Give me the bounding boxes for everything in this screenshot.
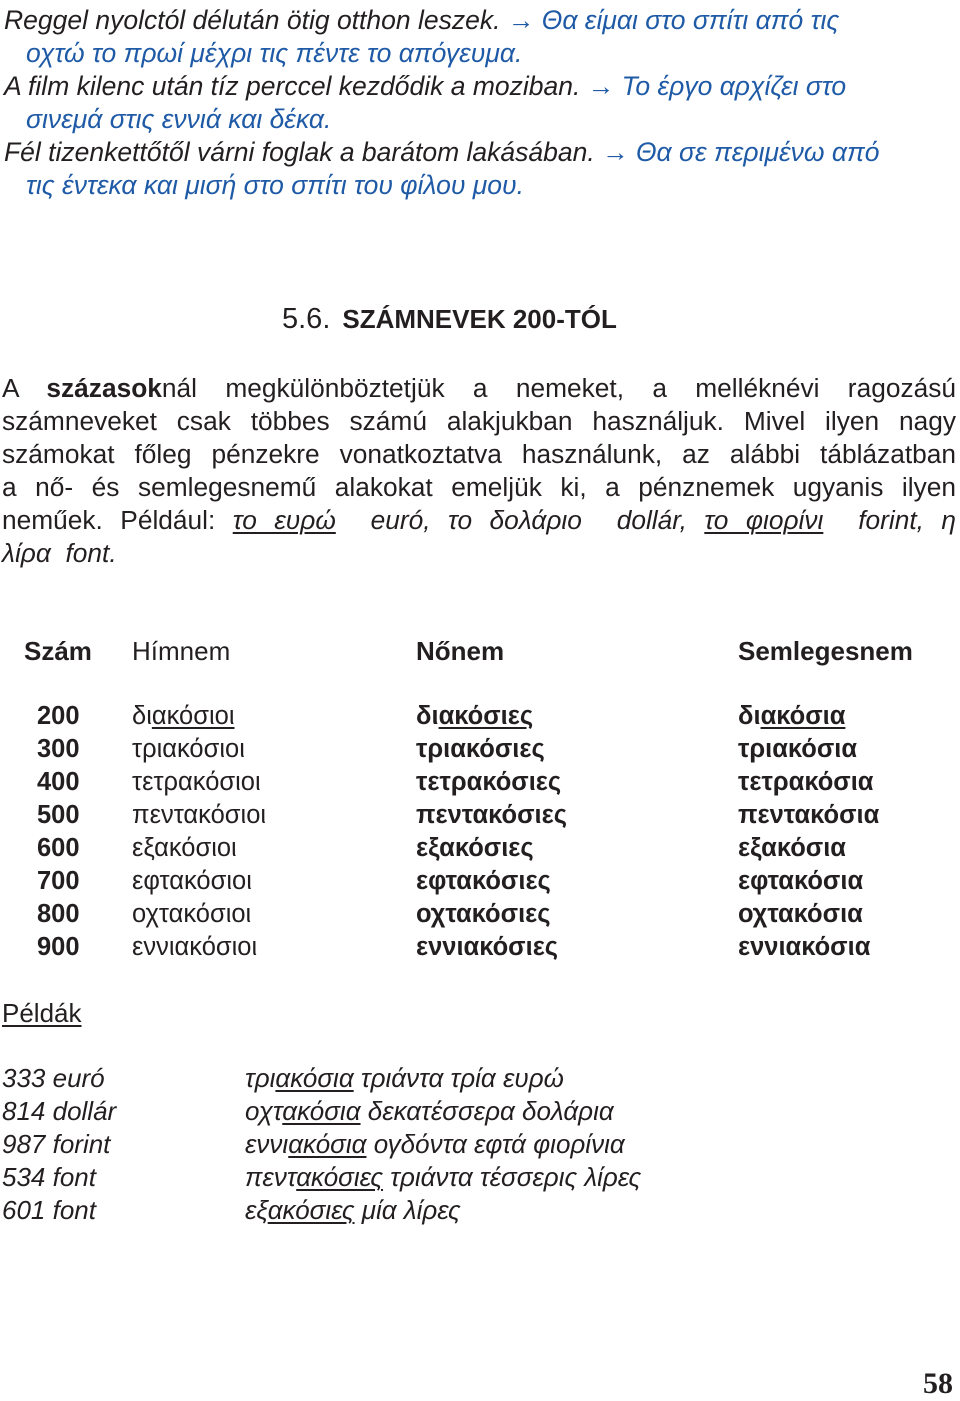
masculine-cell: εξακόσιοι (132, 834, 237, 862)
section-heading (282, 303, 617, 336)
table-row (0, 700, 960, 733)
number-cell: 300 (37, 735, 80, 763)
greek-word: το φιορίνι (704, 505, 824, 535)
stem: δι (132, 702, 152, 730)
greek-word: η (941, 505, 956, 535)
header-himnem: Hímnem (132, 636, 231, 666)
translation: euró, (370, 505, 431, 535)
arrow-icon: → (507, 5, 535, 35)
rest: τριάντα τέσσερις λίρες (383, 1162, 642, 1192)
stem: τρι (245, 1063, 276, 1093)
example-hungarian: 987 forint (2, 1129, 111, 1159)
table-row (0, 898, 960, 931)
greek-text-continued: σινεμά στις εννιά και δέκα. (26, 104, 332, 134)
ending: ακόσια (288, 1129, 367, 1159)
table-row (0, 799, 960, 832)
table-row (0, 733, 960, 766)
masculine-cell: οχτακόσιοι (132, 900, 252, 928)
translation: font. (65, 538, 117, 568)
masculine-cell: τριακόσιοι (132, 735, 245, 763)
intro-sentence-2 (4, 70, 954, 136)
masculine-cell (132, 700, 235, 733)
neuter-cell: εννιακόσια (738, 933, 871, 961)
rest: ογδόντα εφτά φιορίνια (366, 1129, 625, 1159)
stem: εξ (245, 1195, 268, 1225)
stem: εννι (245, 1129, 289, 1159)
greek-text: Θα σε περιμένω από (635, 137, 880, 167)
example-hungarian: 814 dollár (2, 1096, 117, 1126)
example-hungarian: 601 font (2, 1195, 96, 1225)
header-semlegesnem: Semlegesnem (738, 636, 913, 666)
stem: οχτ (245, 1096, 283, 1126)
number-cell: 400 (37, 768, 80, 796)
stem: δι (416, 702, 439, 730)
example-hungarian: 534 font (2, 1162, 96, 1192)
masculine-cell: εφτακόσιοι (132, 867, 252, 895)
rest: μία λίρες (354, 1195, 461, 1225)
para-text: nál megkülönböztetjük a nemeket, a melléknévi ragozású (161, 373, 956, 403)
number-cell: 700 (37, 867, 80, 895)
rest: τριάντα τρία ευρώ (353, 1063, 564, 1093)
number-cell: 500 (37, 801, 80, 829)
ending: ακόσιοι (151, 702, 235, 730)
para-line: számneveket csak többes számú alakjukban használjuk. Mivel ilyen nagy (2, 406, 956, 436)
arrow-icon: → (587, 71, 615, 101)
neuter-cell: τετρακόσια (738, 768, 874, 796)
greek-text-continued: οχτώ το πρωί μέχρι τις πέντε το απόγευμα. (26, 38, 523, 68)
ending: ακόσια (760, 702, 846, 730)
feminine-cell: εξακόσιες (416, 834, 534, 862)
neuter-cell: τριακόσια (738, 735, 858, 763)
table-row (0, 931, 960, 964)
example-greek (245, 1161, 641, 1194)
masculine-cell: πεντακόσιοι (132, 801, 267, 829)
neuter-cell: εξακόσια (738, 834, 846, 862)
feminine-cell: εννιακόσιες (416, 933, 559, 961)
para-line: számokat főleg pénzekre vonatkoztatva használunk, az alábbi táblázatban (2, 439, 956, 469)
feminine-cell: τετρακόσιες (416, 768, 562, 796)
intro-sentence-1 (4, 4, 954, 70)
hungarian-text: Fél tizenkettőtől várni foglak a barátom lakásában. (4, 137, 595, 167)
intro-sentence-3 (4, 136, 954, 202)
neuter-cell: πεντακόσια (738, 801, 880, 829)
section-title: SZÁMNEVEK 200-TÓL (342, 304, 617, 334)
para-line: a nő- és semlegesnemű alakokat emeljük ki, a pénznemek ugyanis ilyen (2, 472, 956, 502)
number-cell: 200 (37, 702, 80, 730)
ending: ακόσιες (267, 1195, 355, 1225)
translation: dollár, (616, 505, 687, 535)
ending: ακόσια (275, 1063, 354, 1093)
para-text: A (2, 373, 47, 403)
neuter-cell (738, 700, 845, 733)
hungarian-text: Reggel nyolctól délután ötig otthon leszek. (4, 5, 501, 35)
rest: δεκατέσσερα δολάρια (360, 1096, 614, 1126)
number-cell: 800 (37, 900, 80, 928)
greek-text: Θα είμαι στο σπίτι από τις (541, 5, 840, 35)
feminine-cell (416, 700, 533, 733)
feminine-cell: εφτακόσιες (416, 867, 551, 895)
table-row (0, 766, 960, 799)
stem: δι (738, 702, 761, 730)
header-nonem: Nőnem (416, 636, 505, 666)
example-greek (245, 1062, 564, 1095)
header-szam: Szám (24, 636, 92, 666)
feminine-cell: οχτακόσιες (416, 900, 551, 928)
stem: πεντ (245, 1162, 297, 1192)
section-number: 5.6. (282, 303, 331, 335)
feminine-cell: πεντακόσιες (416, 801, 567, 829)
example-greek (245, 1128, 625, 1161)
masculine-cell: τετρακόσιοι (132, 768, 261, 796)
hungarian-text: A film kilenc után tíz perccel kezdődik a moziban. (4, 71, 581, 101)
greek-word: το ευρώ (232, 505, 336, 535)
translation: forint, (858, 505, 924, 535)
greek-word: το δολάριο (448, 505, 582, 535)
example-hungarian: 333 euró (2, 1063, 105, 1093)
greek-text-continued: τις έντεκα και μισή στο σπίτι του φίλου μου. (26, 170, 524, 200)
greek-word: λίρα (2, 538, 51, 568)
page-number: 58 (923, 1367, 953, 1400)
example-greek (245, 1095, 614, 1128)
bold-term: százasok (46, 373, 162, 403)
ending: ακόσιες (438, 702, 534, 730)
neuter-cell: εφτακόσια (738, 867, 864, 895)
number-cell: 900 (37, 933, 80, 961)
table-row (0, 832, 960, 865)
ending: ακόσιες (296, 1162, 384, 1192)
number-cell: 600 (37, 834, 80, 862)
greek-text: Το έργο αρχίζει στο (621, 71, 847, 101)
ending: ακόσια (282, 1096, 361, 1126)
neuter-cell: οχτακόσια (738, 900, 863, 928)
explanation-paragraph (2, 372, 956, 570)
example-greek (245, 1194, 461, 1227)
feminine-cell: τριακόσιες (416, 735, 545, 763)
masculine-cell: εννιακόσιοι (132, 933, 258, 961)
table-row (0, 865, 960, 898)
arrow-icon: → (602, 137, 629, 167)
para-text: neműek. Például: (2, 505, 233, 535)
examples-title: Példák (2, 998, 82, 1028)
